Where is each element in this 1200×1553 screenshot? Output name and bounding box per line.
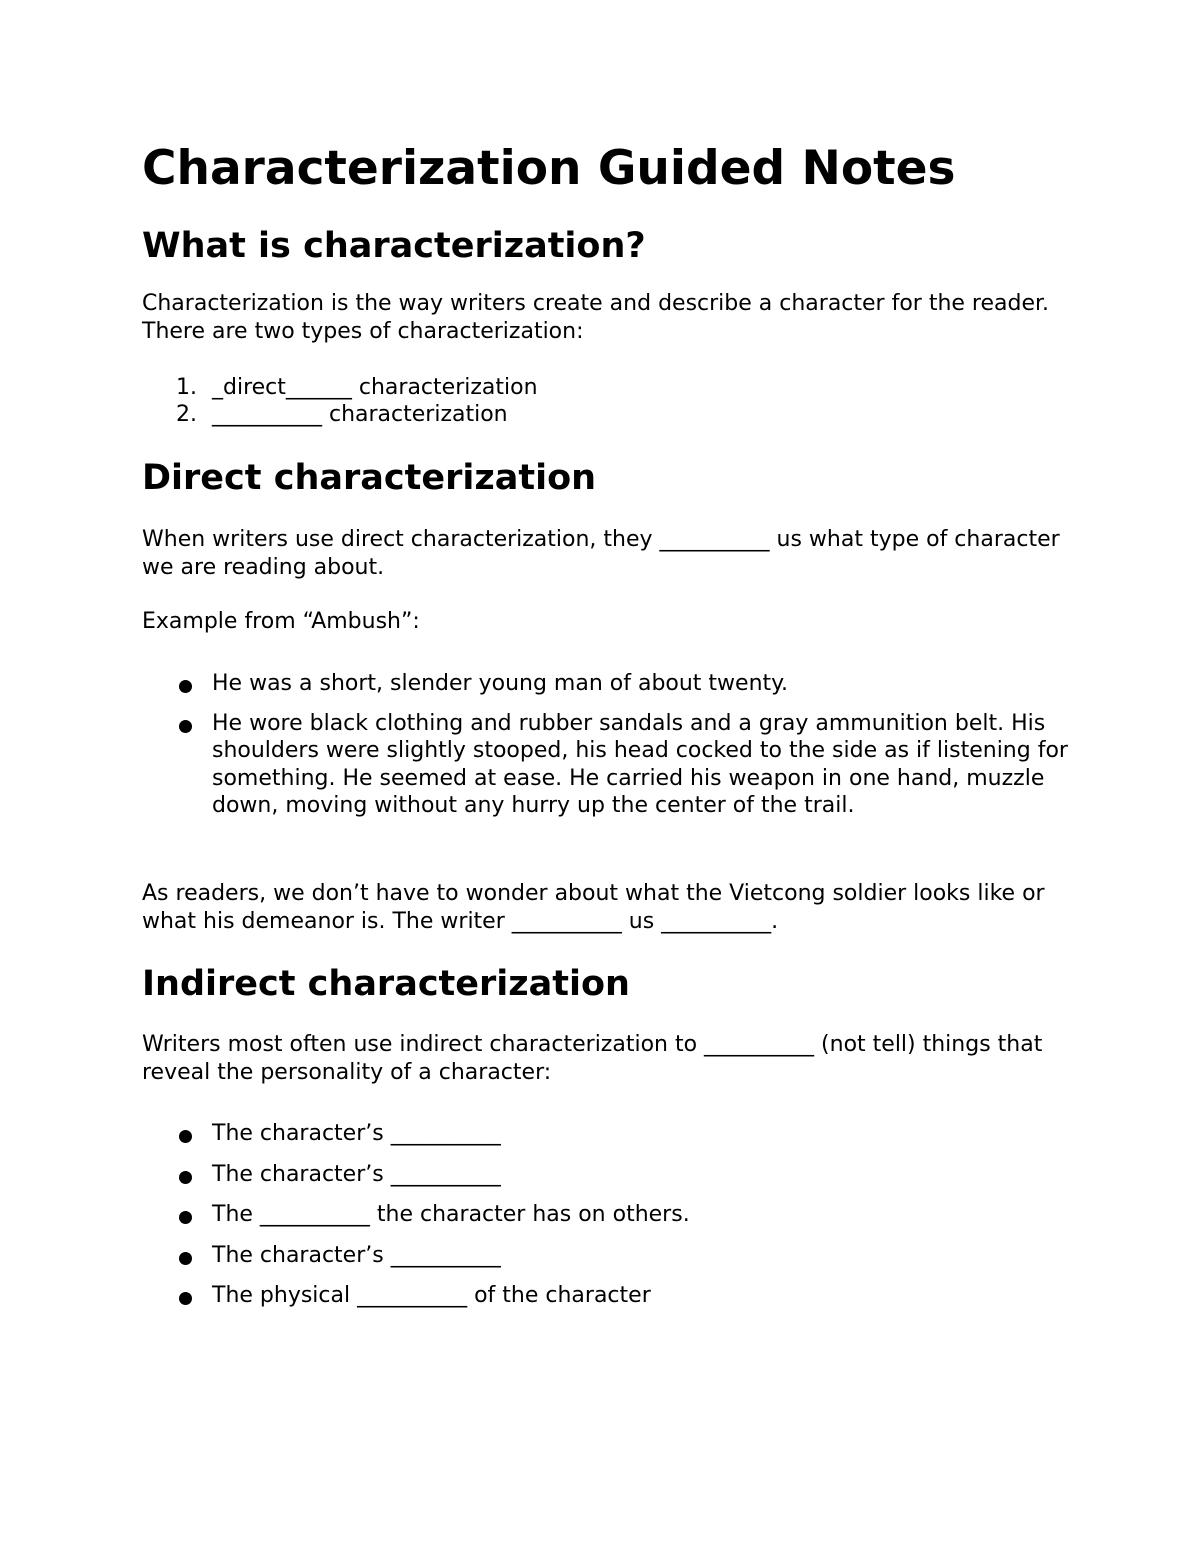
bullet-icon	[179, 720, 192, 733]
direct-examples-list	[142, 670, 1072, 820]
list-item	[142, 1120, 1072, 1148]
list-item	[142, 1161, 1072, 1189]
list-item-text: The physical __________ of the character	[212, 1283, 651, 1308]
bullet-icon	[179, 1292, 192, 1305]
direct-intro-paragraph: When writers use direct characterization, they __________ us what type of character we are reading about.	[142, 527, 1060, 580]
bullet-icon	[179, 1130, 192, 1143]
list-item	[142, 374, 538, 401]
bullet-icon	[179, 1211, 192, 1224]
list-item-text: He was a short, slender young man of about twenty.	[212, 671, 789, 696]
list-item	[142, 710, 1072, 820]
list-item-text: The character’s __________	[212, 1161, 501, 1187]
document-title: Characterization Guided Notes	[142, 141, 956, 196]
list-item-text: He wore black clothing and rubber sandals and a gray ammunition belt. His shoulders were slightly stooped, his head cocked to the side as if listening for something. He seemed at ease. He carried his weapon in one hand, muzzle down, moving without any hurry up the center of the trail.	[212, 710, 1068, 818]
list-number: 1.	[176, 375, 197, 400]
bullet-icon	[179, 1252, 192, 1265]
section-heading-what-is: What is characterization?	[142, 226, 646, 266]
list-item	[142, 1282, 1072, 1310]
list-item	[142, 401, 538, 428]
section-heading-indirect: Indirect characterization	[142, 964, 630, 1004]
list-item	[142, 1242, 1072, 1270]
bullet-icon	[179, 1171, 192, 1184]
list-number: 2.	[176, 402, 197, 427]
list-item-text: The character’s __________	[212, 1242, 501, 1268]
list-item	[142, 1201, 1072, 1229]
list-item-text: _direct______ characterization	[212, 375, 538, 400]
section-heading-direct: Direct characterization	[142, 458, 597, 498]
list-item-text: __________ characterization	[212, 402, 508, 427]
characterization-types-list	[142, 374, 538, 428]
list-item	[142, 670, 1072, 698]
direct-conclusion-paragraph: As readers, we don’t have to wonder about what the Vietcong soldier looks like or what his demeanor is. The writer __________ us __________.	[142, 881, 1045, 934]
section-intro-paragraph: Characterization is the way writers create and describe a character for the reader. There are two types of characterization:	[142, 291, 1050, 344]
list-item-text: The __________ the character has on others.	[212, 1202, 690, 1227]
indirect-intro-paragraph: Writers most often use indirect characterization to __________ (not tell) things that reveal the personality of a character:	[142, 1032, 1043, 1085]
bullet-icon	[179, 680, 192, 693]
list-item-text: The character’s __________	[212, 1121, 501, 1146]
indirect-items-list	[142, 1120, 1072, 1310]
example-label: Example from “Ambush”:	[142, 609, 420, 634]
